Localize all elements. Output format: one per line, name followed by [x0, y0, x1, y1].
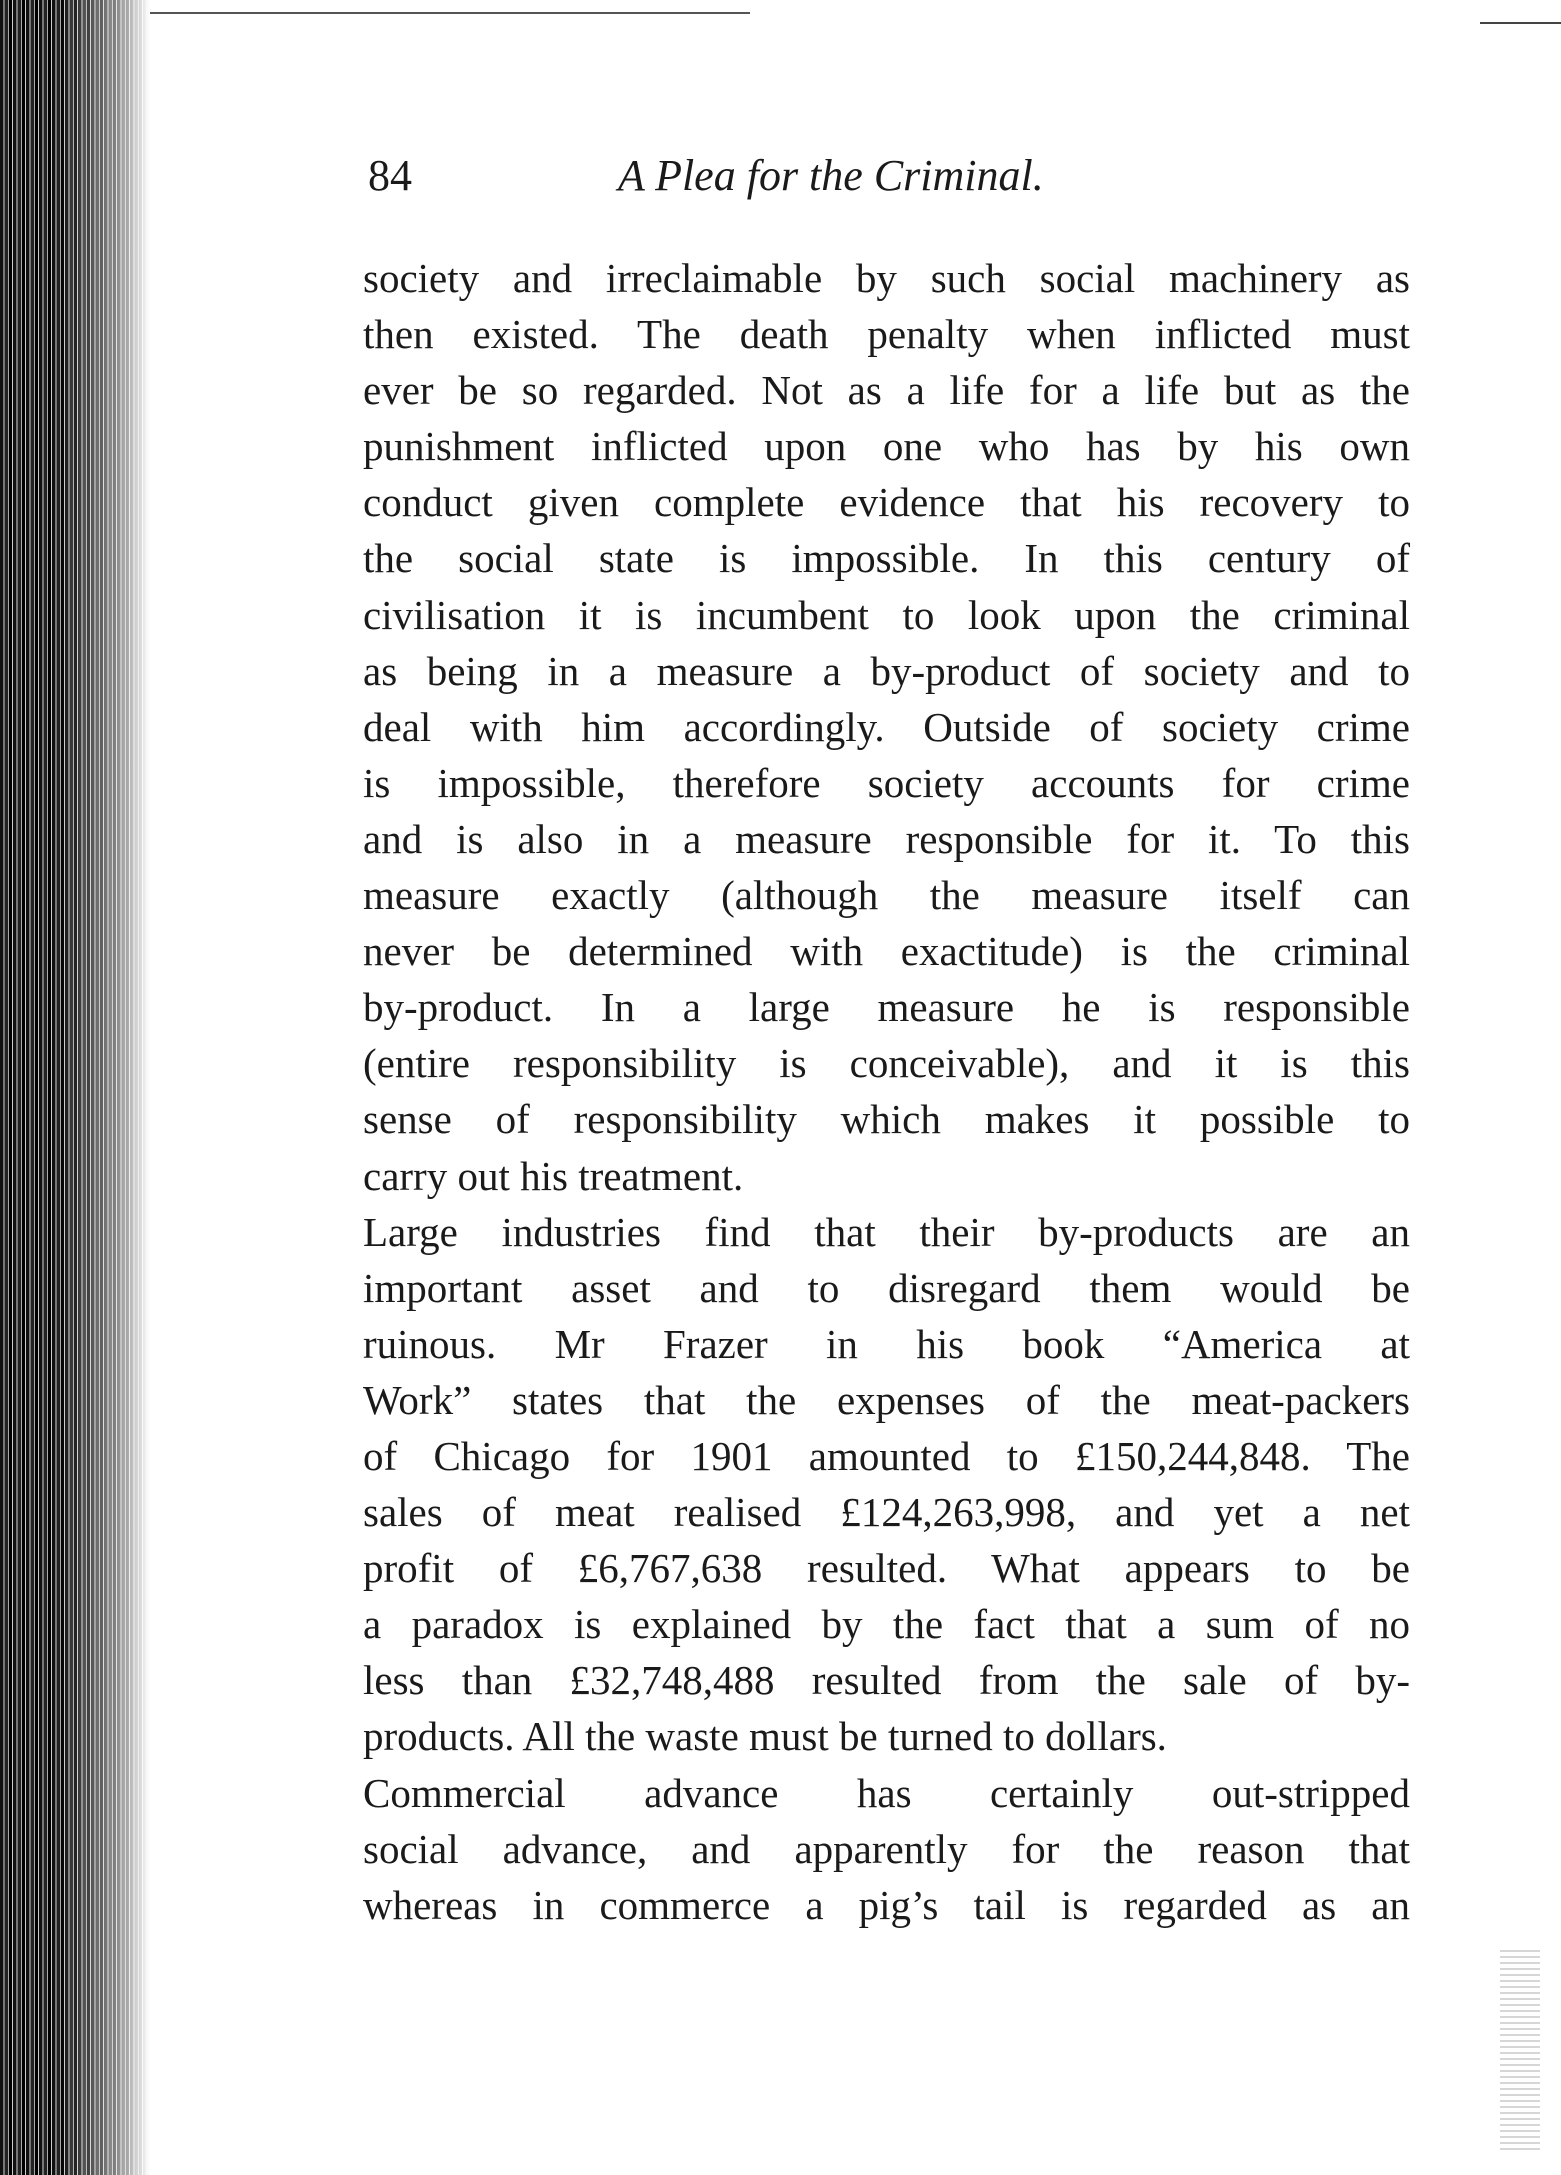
text-line: products. All the waste must be turned to dollars.: [363, 1713, 1167, 1760]
scan-edge-line: [150, 12, 750, 14]
text-line: as being in a measure a by-product of society and to: [363, 647, 1410, 694]
text-line: is impossible, therefore society accounts for crime: [363, 759, 1410, 806]
text-line: measure exactly (although the measure itself can: [363, 872, 1410, 919]
text-line: sense of responsibility which makes it possible to: [363, 1096, 1410, 1143]
body-text: [363, 250, 1410, 1933]
text-line: society and irreclaimable by such social machinery as: [363, 255, 1410, 301]
text-line: (entire responsibility is conceivable), and it is this: [363, 1040, 1410, 1087]
text-line: the social state is impossible. In this century of: [363, 535, 1410, 582]
text-line: Work” states that the expenses of the meat-packers: [363, 1376, 1410, 1423]
text-line: and is also in a measure responsible for it. To this: [363, 815, 1410, 862]
text-line: civilisation it is incumbent to look upon the criminal: [363, 591, 1410, 638]
text-line: then existed. The death penalty when inflicted must: [363, 311, 1410, 358]
text-line: of Chicago for 1901 amounted to £150,244,848. The: [363, 1432, 1410, 1479]
text-line: conduct given complete evidence that his recovery to: [363, 479, 1410, 526]
running-title: A Plea for the Criminal.: [618, 151, 1044, 200]
running-header: [368, 150, 1418, 210]
page-number: 84: [368, 151, 412, 200]
text-line: sales of meat realised £124,263,998, and yet a net: [363, 1489, 1410, 1536]
text-line: carry out his treatment.: [363, 1152, 744, 1199]
scan-noise: [1500, 1950, 1540, 2150]
text-line: whereas in commerce a pig’s tail is regarded as an: [363, 1881, 1410, 1928]
text-line: important asset and to disregard them would be: [363, 1264, 1410, 1311]
text-line: Commercial advance has certainly out-stripped: [363, 1769, 1410, 1816]
text-line: ever be so regarded. Not as a life for a life but as the: [363, 367, 1410, 414]
text-line: ruinous. Mr Frazer in his book “America at: [363, 1320, 1410, 1367]
text-line: profit of £6,767,638 resulted. What appears to be: [363, 1545, 1410, 1592]
text-line: punishment inflicted upon one who has by his own: [363, 423, 1410, 470]
text-line: Large industries find that their by-products are an: [363, 1208, 1410, 1255]
text-line: social advance, and apparently for the reason that: [363, 1825, 1410, 1872]
book-binding-edge: [0, 0, 150, 2175]
text-line: a paradox is explained by the fact that a sum of no: [363, 1601, 1410, 1648]
text-line: never be determined with exactitude) is the criminal: [363, 928, 1410, 975]
text-line: deal with him accordingly. Outside of society crime: [363, 703, 1410, 750]
text-line: by-product. In a large measure he is responsible: [363, 984, 1410, 1031]
scan-edge-line: [1480, 22, 1561, 24]
text-line: less than £32,748,488 resulted from the sale of by-: [363, 1657, 1410, 1704]
